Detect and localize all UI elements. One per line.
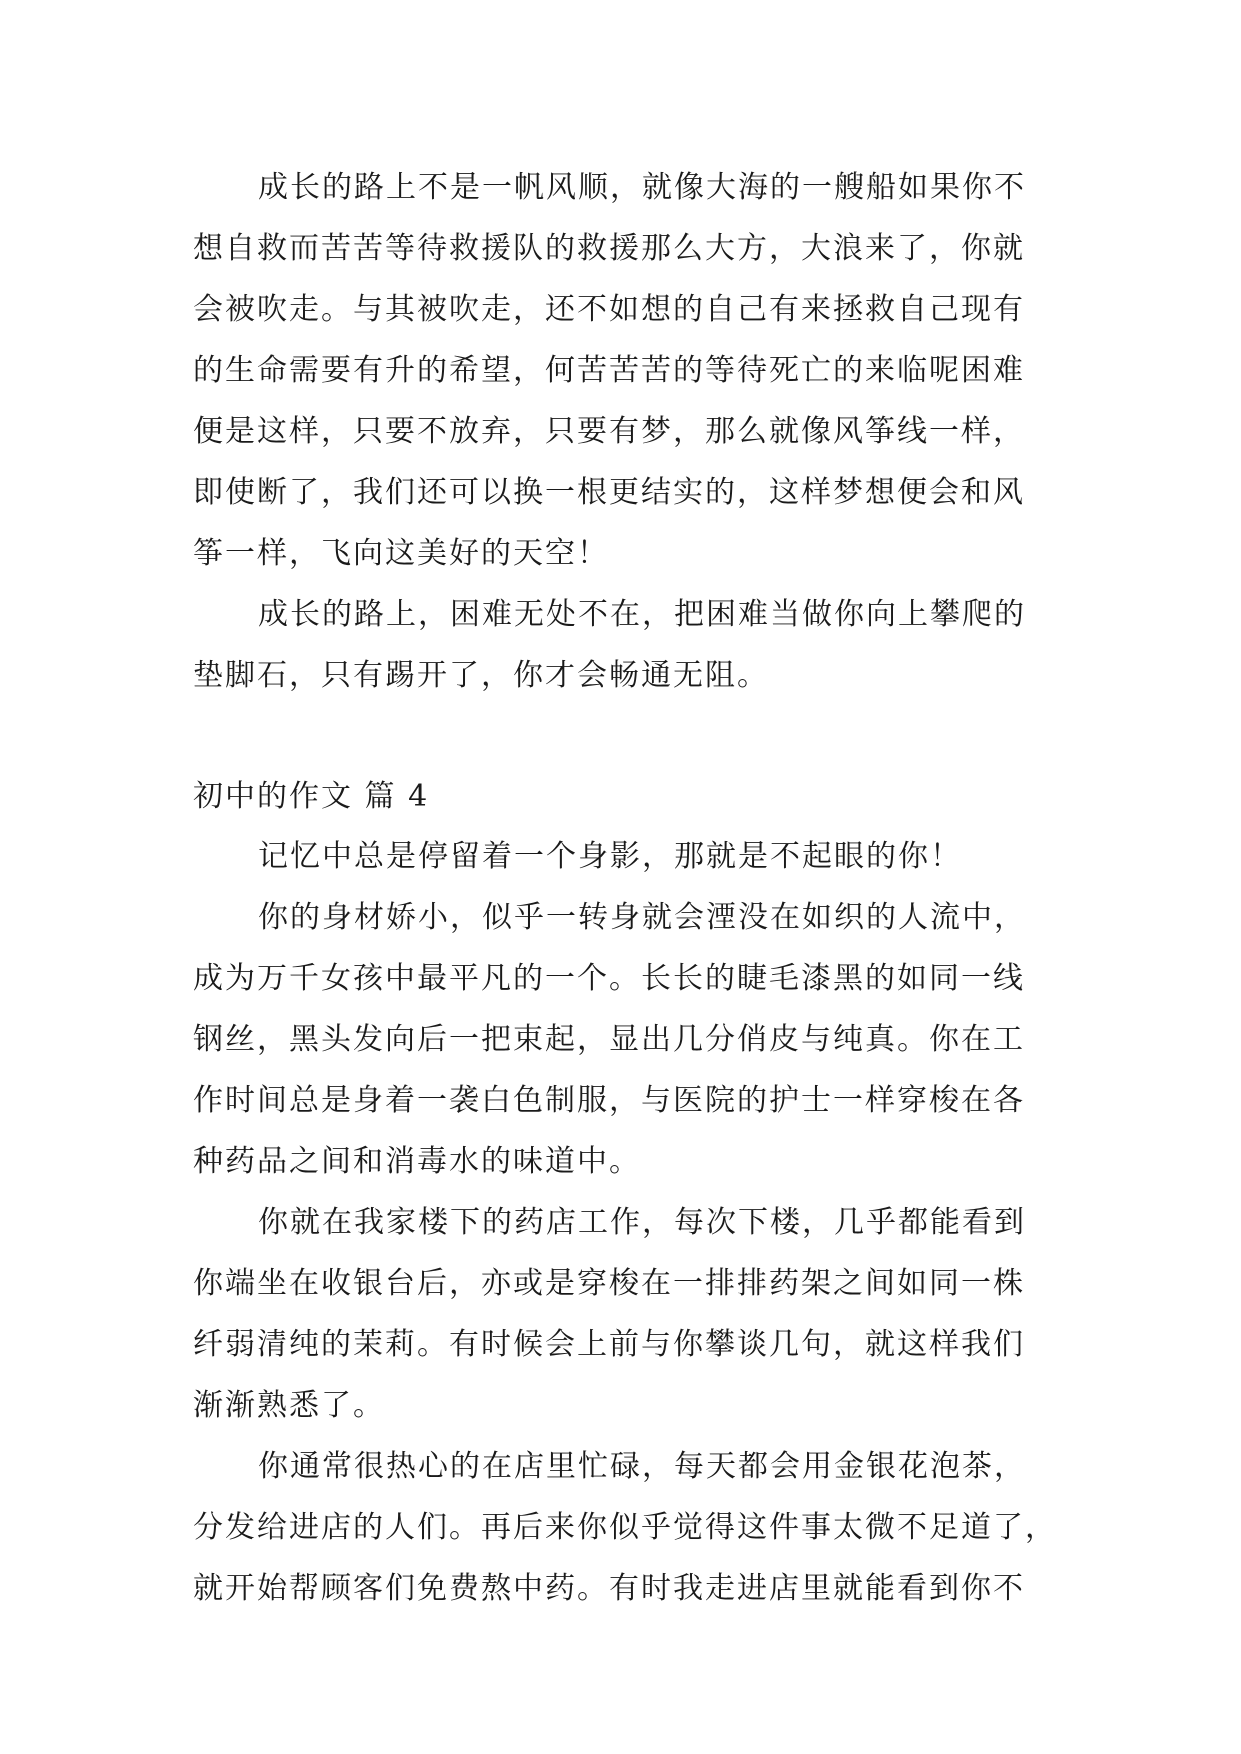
paragraph-line: 便是这样，只要不放弃，只要有梦，那么就像风筝线一样， — [193, 414, 1025, 449]
paragraph-line: 会被吹走。与其被吹走，还不如想的自己有来拯救自己现有 — [193, 292, 1025, 327]
paragraph-line: 你的身材娇小，似乎一转身就会湮没在如织的人流中， — [258, 900, 1026, 935]
paragraph-line: 成长的路上不是一帆风顺，就像大海的一艘船如果你不 — [258, 170, 1026, 205]
paragraph-line: 记忆中总是停留着一个身影，那就是不起眼的你！ — [258, 839, 962, 874]
paragraph-line: 筝一样，飞向这美好的天空！ — [193, 536, 609, 571]
paragraph-line: 垫脚石，只有踢开了，你才会畅通无阻。 — [193, 658, 769, 693]
section-heading: 初中的作文 篇 4 — [193, 779, 430, 814]
paragraph-line: 成长的路上，困难无处不在，把困难当做你向上攀爬的 — [258, 597, 1026, 632]
paragraph-line: 即使断了，我们还可以换一根更结实的，这样梦想便会和风 — [193, 475, 1025, 510]
paragraph-line: 渐渐熟悉了。 — [193, 1388, 385, 1423]
paragraph-line: 想自救而苦苦等待救援队的救援那么大方，大浪来了，你就 — [193, 231, 1025, 266]
paragraph-line: 种药品之间和消毒水的味道中。 — [193, 1144, 641, 1179]
paragraph-line: 钢丝，黑头发向后一把束起，显出几分俏皮与纯真。你在工 — [193, 1022, 1025, 1057]
paragraph-line: 你端坐在收银台后，亦或是穿梭在一排排药架之间如同一株 — [193, 1266, 1025, 1301]
paragraph-line: 你通常很热心的在店里忙碌，每天都会用金银花泡茶， — [258, 1449, 1026, 1484]
paragraph-line: 成为万千女孩中最平凡的一个。长长的睫毛漆黑的如同一线 — [193, 961, 1025, 996]
paragraph-line: 纤弱清纯的茉莉。有时候会上前与你攀谈几句，就这样我们 — [193, 1327, 1025, 1362]
paragraph-line: 分发给进店的人们。再后来你似乎觉得这件事太微不足道了， — [193, 1510, 1057, 1545]
paragraph-line: 就开始帮顾客们免费熬中药。有时我走进店里就能看到你不 — [193, 1571, 1025, 1606]
paragraph-line: 的生命需要有升的希望，何苦苦苦的等待死亡的来临呢困难 — [193, 353, 1025, 388]
paragraph-line: 作时间总是身着一袭白色制服，与医院的护士一样穿梭在各 — [193, 1083, 1025, 1118]
paragraph-line: 你就在我家楼下的药店工作，每次下楼，几乎都能看到 — [258, 1205, 1026, 1240]
